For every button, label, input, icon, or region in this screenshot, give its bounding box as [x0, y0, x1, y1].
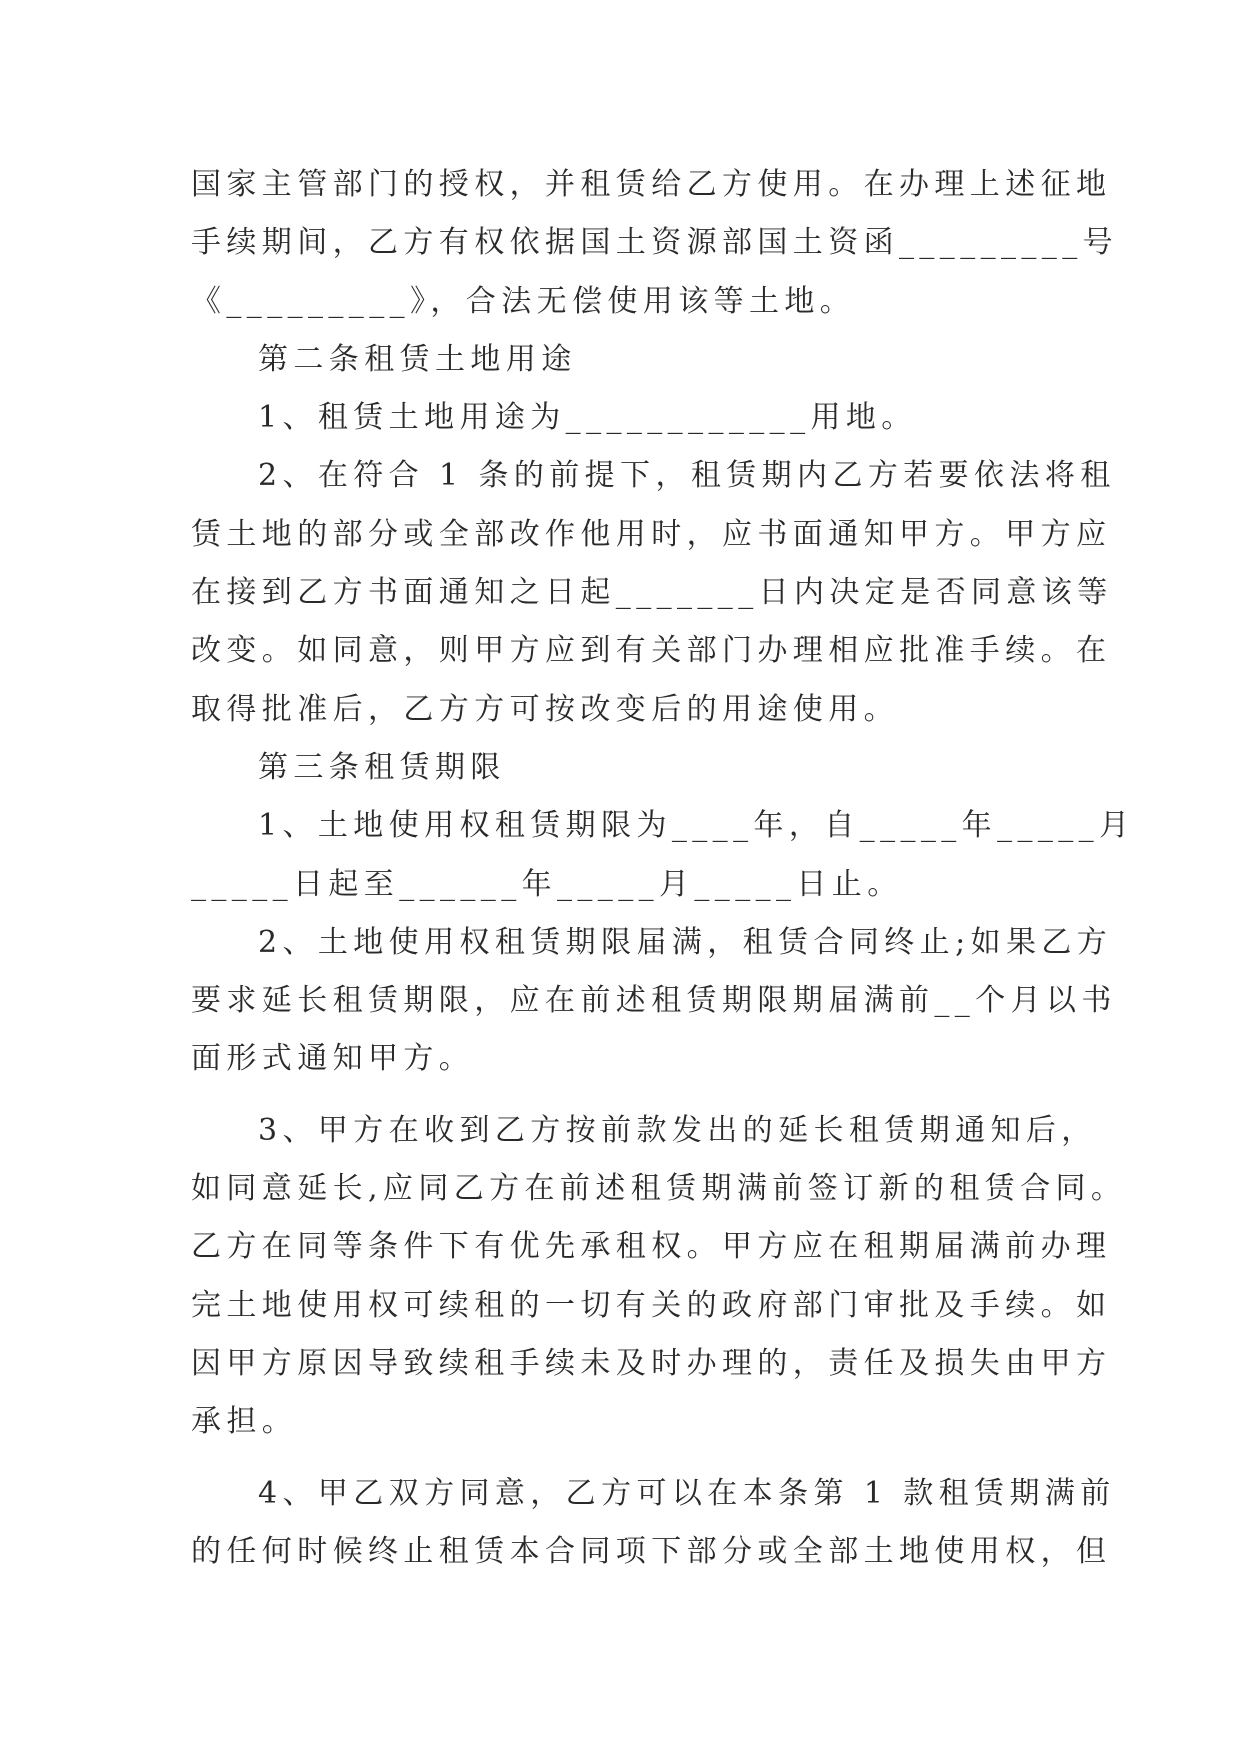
text-line: 国家主管部门的授权，并租赁给乙方使用。在办理上述征地 — [191, 167, 1112, 202]
text-line: 4、甲乙双方同意，乙方可以在本条第 1 款租赁期满前 — [258, 1475, 1116, 1511]
text-line: 面形式通知甲方。 — [191, 1041, 475, 1077]
text-line: 因甲方原因导致续租手续未及时办理的，责任及损失由甲方 — [191, 1345, 1112, 1381]
text-line: 承担。 — [191, 1404, 298, 1440]
text-line: 2、土地使用权租赁期限届满，租赁合同终止;如果乙方 — [258, 924, 1113, 960]
text-line: 《_________》，合法无偿使用该等土地。 — [191, 283, 856, 319]
text-line: 取得批准后，乙方方可按改变后的用途使用。 — [191, 691, 899, 727]
text-line: 完土地使用权可续租的一切有关的政府部门审批及手续。如 — [191, 1287, 1112, 1323]
text-line: 1、土地使用权租赁期限为____年，自_____年_____月 — [258, 808, 1135, 844]
text-line: 乙方在同等条件下有优先承租权。甲方应在租期届满前办理 — [191, 1229, 1112, 1265]
document-body — [191, 156, 1135, 1581]
section-heading: 第二条租赁土地用途 — [258, 341, 577, 377]
text-line: 改变。如同意，则甲方应到有关部门办理相应批准手续。在 — [191, 633, 1112, 669]
text-line: 在接到乙方书面通知之日起_______日内决定是否同意该等 — [191, 575, 1113, 611]
text-line: 的任何时候终止租赁本合同项下部分或全部土地使用权，但 — [191, 1533, 1112, 1569]
text-line: 如同意延长,应同乙方在前述租赁期满前签订新的租赁合同。 — [191, 1171, 1127, 1207]
text-line: 2、在符合 1 条的前提下，租赁期内乙方若要依法将租 — [258, 458, 1116, 494]
text-line: 要求延长租赁期限，应在前述租赁期限期届满前__个月以书 — [191, 983, 1117, 1019]
text-line: 3、甲方在收到乙方按前款发出的延长租赁期通知后， — [258, 1112, 1097, 1148]
text-line: 1、租赁土地用途为____________用地。 — [258, 400, 917, 436]
text-line: _____日起至______年_____月_____日止。 — [191, 866, 903, 902]
text-line: 赁土地的部分或全部改作他用时，应书面通知甲方。甲方应 — [191, 516, 1112, 552]
section-heading: 第三条租赁期限 — [258, 749, 506, 785]
text-line: 手续期间，乙方有权依据国土资源部国土资函_________号 — [191, 225, 1118, 261]
